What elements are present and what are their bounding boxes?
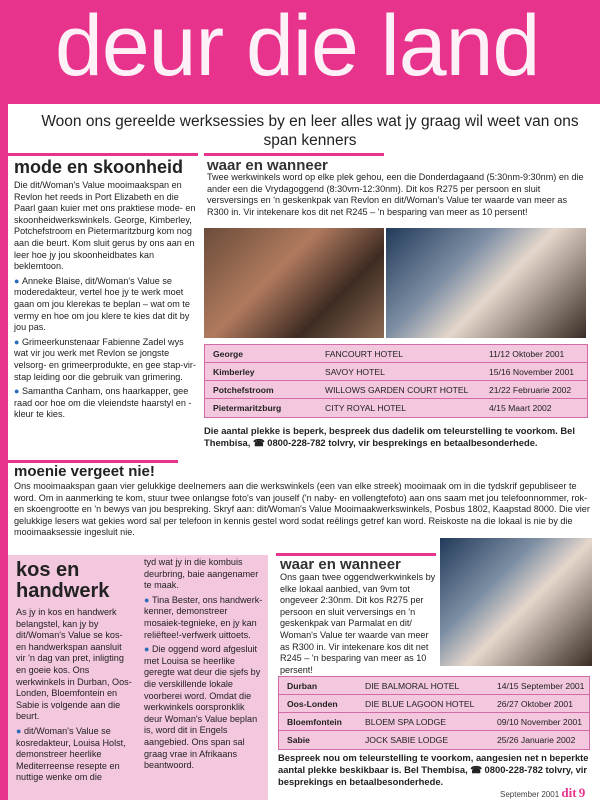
table-row: Potchefstroom WILLOWS GARDEN COURT HOTEL 21/22 Februarie 2002 xyxy=(205,381,587,399)
mode-bullet-2: ● Grimeerkunstenaar Fabienne Zadel wys wat vir jou werk met Revlon se jongste velsorg- en grimeerprodukte, en gee stap-vir-stap leiding oor die gebruik van grimering. xyxy=(14,336,196,382)
cooking-workshop-photo xyxy=(440,538,592,666)
waar1-title: waar en wanneer xyxy=(207,157,328,174)
mode-bullet-1: ● Anneke Blaise, dit/Woman's Value se moderedakteur, vertel hoe jy te werk moet gaan om jou klerekas te beplan – wat om te vermy en hoe om jou klere te kies dat dit by jou pas. xyxy=(14,275,190,333)
footer-magazine: dit xyxy=(561,785,577,800)
table-row: Durban DIE BALMORAL HOTEL 14/15 September 2001 xyxy=(279,677,589,695)
mode-title: mode en skoonheid xyxy=(14,157,184,177)
waar2-booking-note: Bespreek nou om teleurstelling te voorkom, aangesien net n beperkte aantal plekke beskikbaar is. Bel Thembisa, ☎ 0800-228-782 tolvry, vir besprekings en betaalbesonderhede. xyxy=(278,752,589,787)
page-number: 9 xyxy=(578,785,586,800)
mode-body xyxy=(14,180,196,424)
table-row: Pietermaritzburg CITY ROYAL HOTEL 4/15 Maart 2002 xyxy=(213,403,552,413)
footer-date: September 2001 xyxy=(500,790,560,799)
page-footer xyxy=(500,785,600,800)
workshop-photo-participants xyxy=(386,228,586,338)
kos-col2-paragraph: tyd wat jy in die kombuis deurbring, baie aangenamer te maak. xyxy=(144,557,259,591)
table-row: Oos-Londen DIE BLUE LAGOON HOTEL 26/27 Oktober 2001 xyxy=(279,695,589,713)
waar1-venue-table xyxy=(204,344,588,418)
kos-col1 xyxy=(16,607,132,787)
header-banner xyxy=(0,0,600,104)
waar1-booking-note: Die aantal plekke is beperk, bespreek dus dadelik om teleurstelling te voorkom. Bel Thembisa, ☎ 0800-228-782 tolvry, vir besprekings en betaalbesonderhede. xyxy=(204,425,575,448)
kos-bullet-1: ● dit/Woman's Value se kosredakteur, Louisa Holst, demonstreer heerlike Mediterreense resepte en nuttige wenke om die xyxy=(16,725,126,783)
moenie-text: Ons mooimaakspan gaan vier gelukkige deelnemers aan die werkswinkels (een van elke streek) mooimaak om in die tydskrif gepubliseer te word. Om in aanmerking te kom, stuur twee onlangse foto's van jouself ('n naby- en vollengtefoto) aan ons saam met jou telefoonnommer, rok- en skoengrootte en 'n bewys van jou bespreking. Skryf aan: dit/Woman's Value Mooimaakwerkswinkels, Posbus 1802, Kaapstad 8000. Die vier gelukkige lesers wat gekies word sal per telefoon in kennis gestel word sodat reëlings getref kan word. Reiskoste na die lokaal is nie by die mooimaaksessie ingesluit nie. xyxy=(14,481,590,538)
waar2-venue-table xyxy=(278,676,590,750)
kos-bullet-3: ● Die oggend word afgesluit met Louisa se heerlike geregte wat deur die sjefs by die verskillende lokale voorberei word. Omdat die werkwinkels oorspronklik deur Woman's Value beplan is, word dit in Engels aangebied. Ons span sal graag vrae in Afrikaans beantwoord. xyxy=(144,644,261,771)
left-accent-strip xyxy=(0,104,8,800)
page-title: deur die land xyxy=(55,0,540,94)
waar2-title: waar en wanneer xyxy=(280,556,401,573)
waar1-text: Twee werkwinkels word op elke plek gehou, een die Donderdagaand (5:30nm-9:30nm) en die ander een die Vrydagoggend (8:30vm-12:30nm). Dit kos R275 per persoon en sluit versversings en 'n geskenkpak van Revlon en dit/Woman's Value ter waarde van meer as R300 in. Vir intekenare kos dit net R245 – 'n besparing van meer as 10 persent! xyxy=(207,172,584,217)
table-row: Bloemfontein BLOEM SPA LODGE 09/10 November 2001 xyxy=(279,713,589,731)
subtitle: Woon ons gereelde werksessies by en leer alles wat jy graag wil weet van ons span kenners xyxy=(41,113,579,149)
mode-title-bar xyxy=(8,153,198,156)
kos-bullet-2: ● Tina Bester, ons handwerk-kenner, demonstreer mosaiek-tegnieke, en jy kan reliëftee!-verfwerk uittoets. xyxy=(144,594,263,640)
kos-col2 xyxy=(144,557,264,775)
table-row: Sabie JOCK SABIE LODGE 25/26 Januarie 2002 xyxy=(287,735,576,745)
workshop-photo-makeup xyxy=(204,228,384,338)
mode-bullet-3: ● Samantha Canham, ons haarkapper, gee raad oor hoe om die vleiendste haarstyl en -kleur te kies. xyxy=(14,386,192,420)
table-row: Kimberley SAVOY HOTEL 15/16 November 2001 xyxy=(205,363,587,381)
moenie-title: moenie vergeet nie! xyxy=(14,463,155,480)
mode-paragraph: Die dit/Woman's Value mooimaakspan en Revlon het reeds in Port Elizabeth en die Paarl gaan kuier met ons praktiese mode- en skoonheidwerkswinkels. George, Kimberley, Potchefstroom en Pietermaritzburg kom nog aan die beurt. Kom sluit gerus by ons aan en leer hoe jy jou skoonheidbates kan beklemtoon. xyxy=(14,180,196,272)
table-row: George FANCOURT HOTEL 11/12 Oktober 2001 xyxy=(205,345,587,363)
waar1-title-bar xyxy=(204,153,384,156)
kos-paragraph: As jy in kos en handwerk belangstel, kan jy by dit/Woman's Value se kos- en handwerkspan aansluit vir 'n dag van pret, inligting en goeie kos. Ons werkwinkels in Durban, Oos-Londen, Bloemfontein en Sabie is volgende aan die beurt. xyxy=(16,607,132,722)
kos-title: kos en handwerk xyxy=(16,559,110,602)
waar2-text: Ons gaan twee oggendwerkwinkels by elke lokaal aanbied, van 9vm tot ongeveer 2:30nm. Dit kos R275 per persoon en sluit verversings en 'n geskenkpak van Parmalat en dit/ Woman's Value ter waarde van meer as R300 in. Vir intekenare kos dit net R245 – 'n besparing van meer as 10 persent! xyxy=(280,572,436,675)
